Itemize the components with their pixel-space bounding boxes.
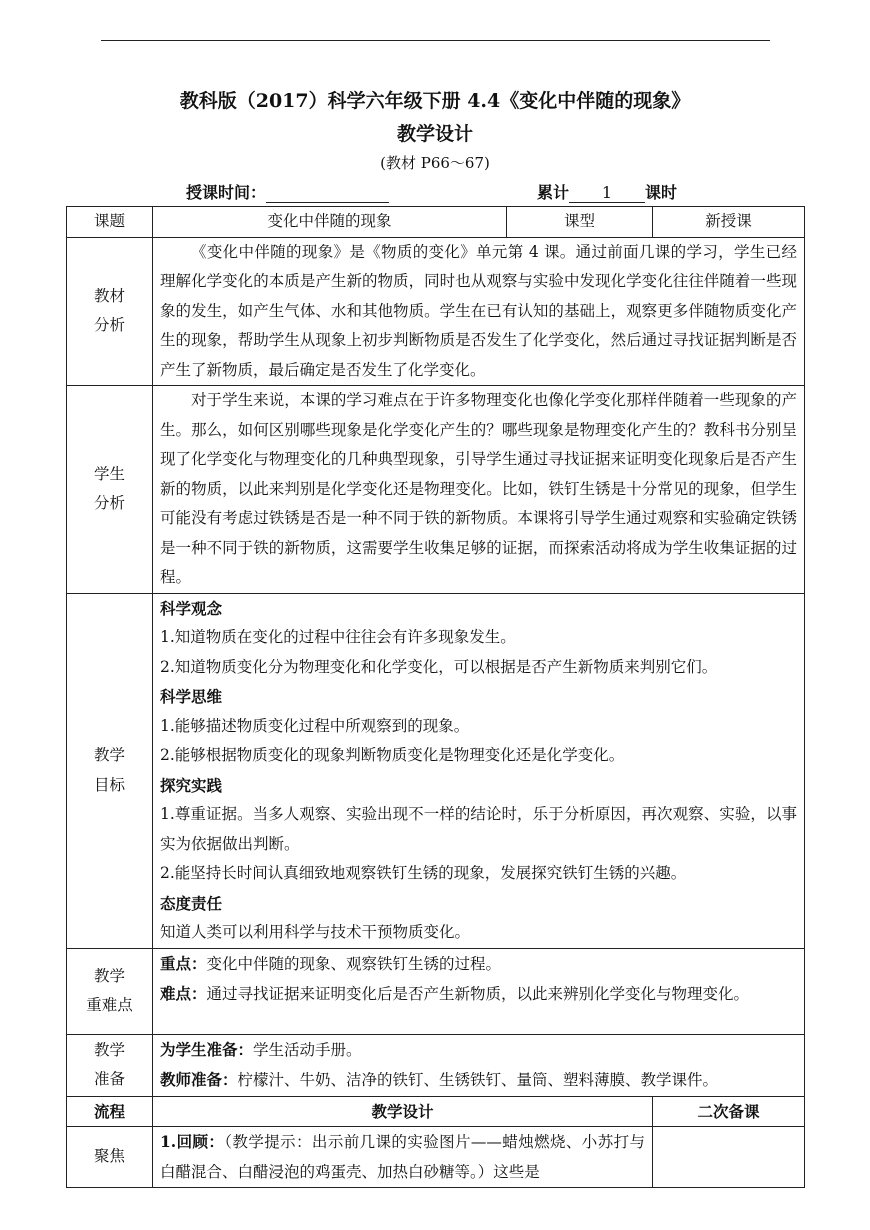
key-point-text: 变化中伴随的现象、观察铁钉生锈的过程。 [206, 954, 502, 973]
topic-label: 课题 [67, 207, 153, 238]
lesson-type-value: 新授课 [653, 207, 805, 238]
flow-header: 流程 [67, 1096, 153, 1127]
goal-heading-attitude: 态度责任 [160, 893, 223, 913]
goal-item: 2.知道物质变化分为物理变化和化学变化，可以根据是否产生新物质来判别它们。 [160, 657, 718, 676]
goal-heading-practice: 探究实践 [160, 775, 223, 795]
difficult-point [160, 979, 797, 1010]
preparation [153, 1034, 805, 1096]
document-title: 教科版（2017）科学六年级下册 4.4《变化中伴随的现象》 [179, 90, 691, 112]
goal-item: 1.能够描述物质变化过程中所观察到的现象。 [160, 716, 470, 735]
focus-step-text: （教学提示：出示前几课的实验图片——蜡烛燃烧、小苏打与白醋混合、白醋浸泡的鸡蛋壳、加热白砂糖等。）这些是 [160, 1133, 645, 1181]
student-analysis-label: 学生 分析 [67, 386, 153, 594]
topic-value: 变化中伴随的现象 [153, 207, 507, 238]
goal-item: 2.能坚持长时间认真细致地观察铁钉生锈的现象，发展探究铁钉生锈的兴趣。 [160, 864, 687, 882]
lesson-time-label: 授课时间： [186, 183, 267, 202]
lesson-type-label: 课型 [507, 207, 653, 238]
revision-header: 二次备课 [653, 1096, 805, 1127]
lesson-time-blank [266, 183, 389, 203]
design-header: 教学设计 [153, 1096, 653, 1127]
top-rule [101, 40, 770, 41]
teacher-prep-label: 教师准备： [160, 1070, 238, 1089]
teacher-prep-text: 柠檬汁、牛奶、洁净的铁钉、生锈铁钉、量筒、塑料薄膜、教学课件。 [237, 1071, 719, 1089]
goal-item: 2.能够根据物质变化的现象判断物质变化是物理变化还是化学变化。 [160, 746, 625, 764]
focus-step-label: 1.回顾： [160, 1132, 225, 1151]
textbook-analysis-label: 教材 分析 [67, 237, 153, 386]
goal-item: 知道人类可以利用科学与技术干预物质变化。 [160, 923, 471, 941]
key-point-label: 重点： [160, 953, 207, 973]
student-prep [160, 1035, 797, 1066]
key-points [153, 948, 805, 1034]
teaching-goals-label: 教学 目标 [67, 593, 153, 948]
goal-heading-thinking: 科学思维 [160, 687, 223, 706]
teacher-prep [160, 1065, 797, 1096]
textbook-analysis-text: 《变化中伴随的现象》是《物质的变化》单元第 4 课。通过前面几课的学习，学生已经理解化学变化的本质是产生新的物质，同时也从观察与实验中发现化学变化往往伴随着一些现象的发生，如产生气体、水和其他物质。学生在已有认知的基础上，观察更多伴随物质变化产生的现象，帮助学生从现象上初步判断物质是否发生了化学变化，然后通过寻找证据判断是否产生了新物质，最后确定是否发生了化学变化。 [153, 237, 805, 386]
focus-label: 聚焦 [67, 1127, 153, 1188]
document-subtitle: 教学设计 [396, 123, 473, 145]
lesson-plan-table [66, 206, 805, 1188]
key-point [160, 949, 797, 980]
revision-cell [653, 1127, 805, 1188]
cumulative-label: 累计 [537, 183, 570, 202]
key-points-label: 教学 重难点 [67, 948, 153, 1034]
student-analysis-text: 对于学生来说，本课的学习难点在于许多物理变化也像化学变化那样伴随着一些现象的产生。那么，如何区别哪些现象是化学变化产生的？哪些现象是物理变化产生的？教科书分别呈现了化学变化与物理变化的几种典型现象，引导学生通过寻找证据来证明变化现象后是否产生新的物质，以此来判别是化学变化还是物理变化。比如，铁钉生锈是十分常见的现象，但学生可能没有考虑过铁锈是否是一种不同于铁的新物质。本课将引导学生通过观察和实验确定铁锈是一种不同于铁的新物质，这需要学生收集足够的证据，而探索活动将成为学生收集证据的过程。 [153, 386, 805, 594]
cumulative-value: 1 [569, 183, 645, 203]
cumulative-unit: 课时 [645, 183, 678, 202]
focus-content [153, 1127, 653, 1188]
goal-heading-concept: 科学观念 [160, 598, 223, 618]
difficult-point-label: 难点： [160, 984, 207, 1003]
teaching-goals [153, 593, 805, 948]
student-prep-label: 为学生准备： [160, 1039, 254, 1059]
cumulative-hours [537, 180, 677, 203]
goal-item: 1.知道物质在变化的过程中往往会有许多现象发生。 [160, 628, 516, 646]
lesson-time [186, 180, 389, 203]
difficult-point-text: 通过寻找证据来证明变化后是否产生新物质，以此来辨别化学变化与物理变化。 [206, 985, 750, 1003]
goal-item: 1.尊重证据。当多人观察、实验出现不一样的结论时，乐于分析原因，再次观察、实验，以事实为依据做出判断。 [160, 805, 797, 853]
textbook-pages: (教材 P66～67) [380, 154, 490, 172]
preparation-label: 教学 准备 [67, 1034, 153, 1096]
student-prep-text: 学生活动手册。 [253, 1040, 362, 1059]
